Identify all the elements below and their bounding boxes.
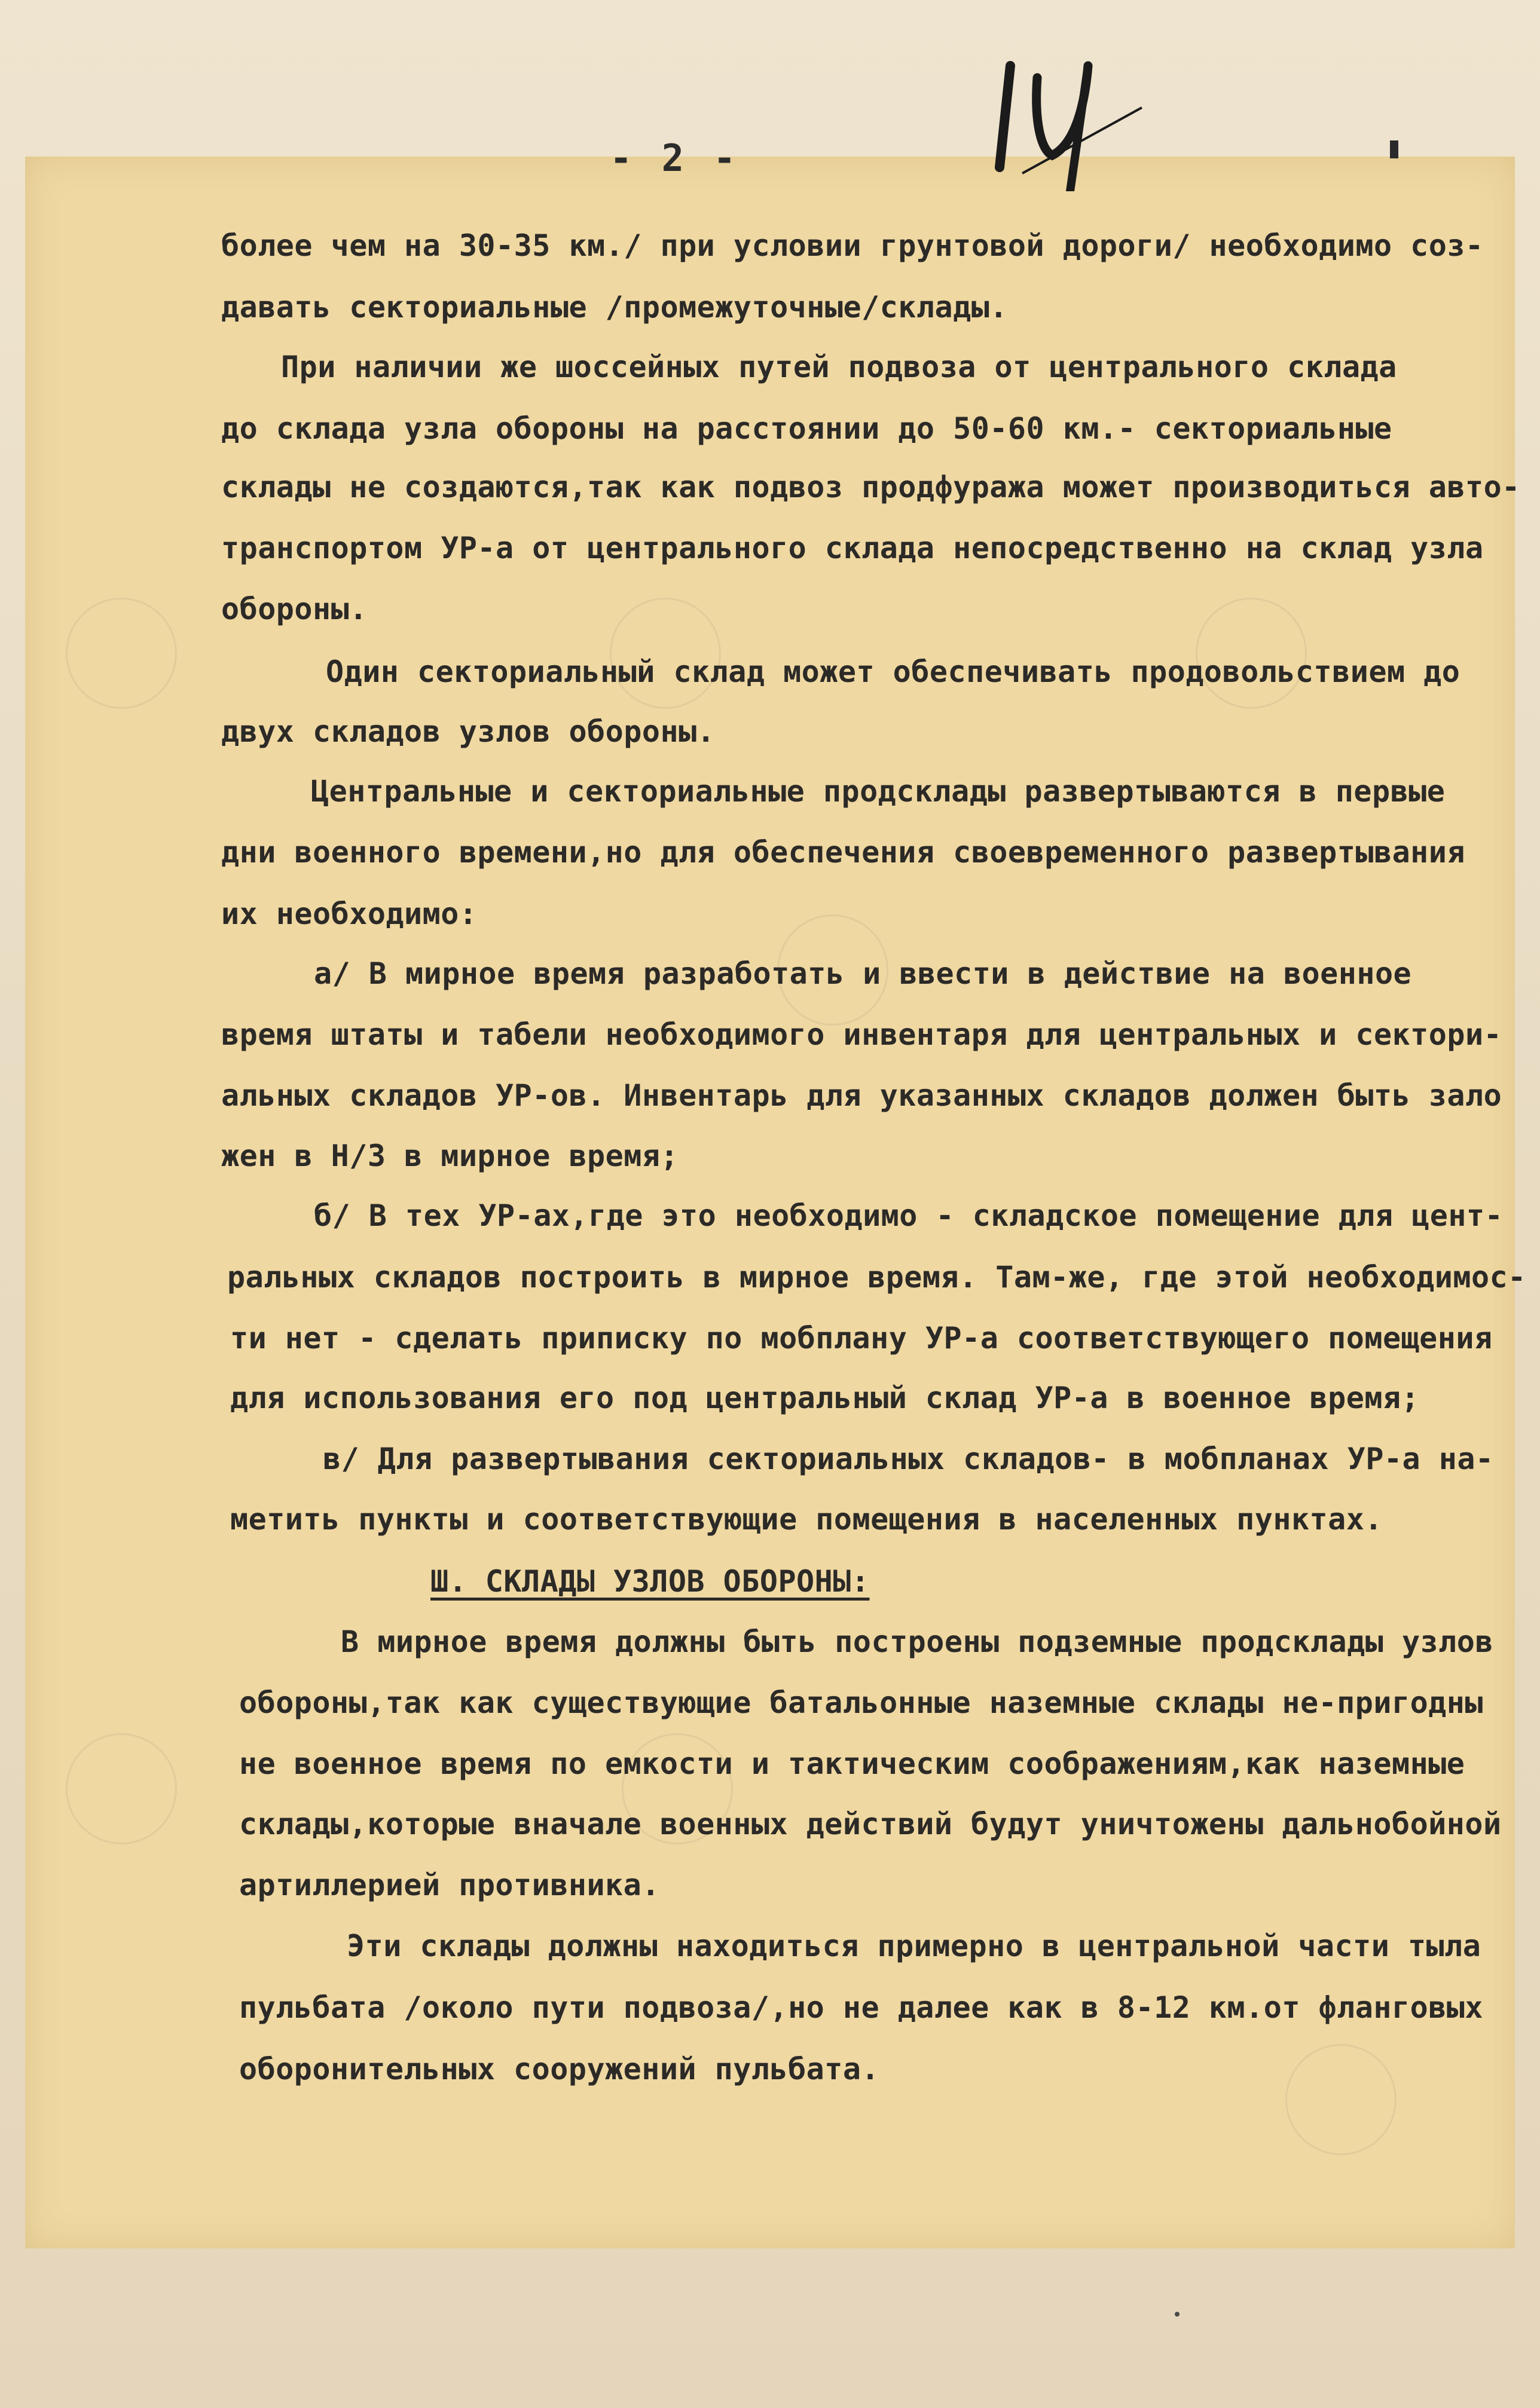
text-line: двух складов узлов обороны. — [221, 714, 716, 749]
text-line: Центральные и секториальные продсклады развертываются в первые — [311, 774, 1446, 809]
text-line: жен в Н/З в мирное время; — [221, 1139, 679, 1173]
text-line: склады не создаются,так как подвоз продфуража может производиться авто- — [221, 470, 1520, 504]
text-line: Эти склады должны находиться примерно в центральной части тыла — [347, 1929, 1481, 1963]
watermark-emblem — [1285, 2044, 1397, 2155]
watermark-emblem — [66, 598, 177, 709]
text-line: обороны,так как существующие батальонные наземные склады не-пригодны — [239, 1685, 1483, 1720]
text-line: не военное время по емкости и тактическим соображениям,как наземные — [239, 1746, 1465, 1781]
text-line: альных складов УР-ов. Инвентарь для указанных складов должен быть зало — [221, 1078, 1502, 1113]
text-line: ральных складов построить в мирное время. Там-же, где этой необходимос- — [227, 1260, 1526, 1295]
text-line: давать секториальные /промежуточные/склады. — [221, 290, 1008, 325]
text-line: транспортом УР-а от центрального склада непосредственно на склад узла — [221, 531, 1484, 565]
watermark-emblem — [610, 598, 721, 709]
text-line: их необходимо: — [221, 897, 478, 931]
text-line: пульбата /около пути подвоза/,но не далее как в 8-12 км.от фланговых — [239, 1990, 1483, 2025]
speck — [1175, 2312, 1180, 2317]
text-line: более чем на 30-35 км./ при условии грунтовой дороги/ необходимо соз- — [221, 228, 1484, 263]
text-line: обороны. — [221, 592, 368, 626]
page-number: - 2 - — [610, 136, 740, 180]
watermark-emblem — [66, 1733, 177, 1844]
text-line: дни военного времени,но для обеспечения своевременного развертывания — [221, 835, 1465, 870]
folio-number-handwritten — [986, 54, 1178, 191]
text-line: В мирное время должны быть построены подземные продсклады узлов — [341, 1624, 1493, 1659]
section-heading: Ш. СКЛАДЫ УЗЛОВ ОБОРОНЫ: — [430, 1564, 870, 1599]
text-line: в/ Для развертывания секториальных складов- в мобпланах УР-а на- — [323, 1442, 1494, 1476]
text-line: оборонительных сооружений пульбата. — [239, 2052, 880, 2086]
text-line: а/ В мирное время разработать и ввести в действие на военное — [314, 956, 1412, 991]
text-line: б/ В тех УР-ах,где это необходимо - складское помещение для цент- — [314, 1198, 1504, 1233]
text-line: ти нет - сделать приписку по мобплану УР-а соответствующего помещения — [230, 1321, 1493, 1356]
text-line: для использования его под центральный склад УР-а в военное время; — [230, 1381, 1420, 1415]
text-line: При наличии же шоссейных путей подвоза от центрального склада — [281, 350, 1397, 384]
text-line: время штаты и табели необходимого инвентаря для центральных и сектори- — [221, 1017, 1502, 1052]
text-line: артиллерией противника. — [239, 1868, 660, 1902]
text-line: склады,которые вначале военных действий будут уничтожены дальнобойной — [239, 1807, 1502, 1841]
text-line: Один секториальный склад может обеспечивать продовольствием до — [326, 654, 1460, 689]
text-line: метить пункты и соответствующие помещения в населенных пунктах. — [230, 1502, 1383, 1537]
text-line: до склада узла обороны на расстоянии до 50-60 км.- секториальные — [221, 411, 1392, 446]
watermark-emblem — [1196, 598, 1307, 709]
margin-mark — [1390, 140, 1398, 158]
